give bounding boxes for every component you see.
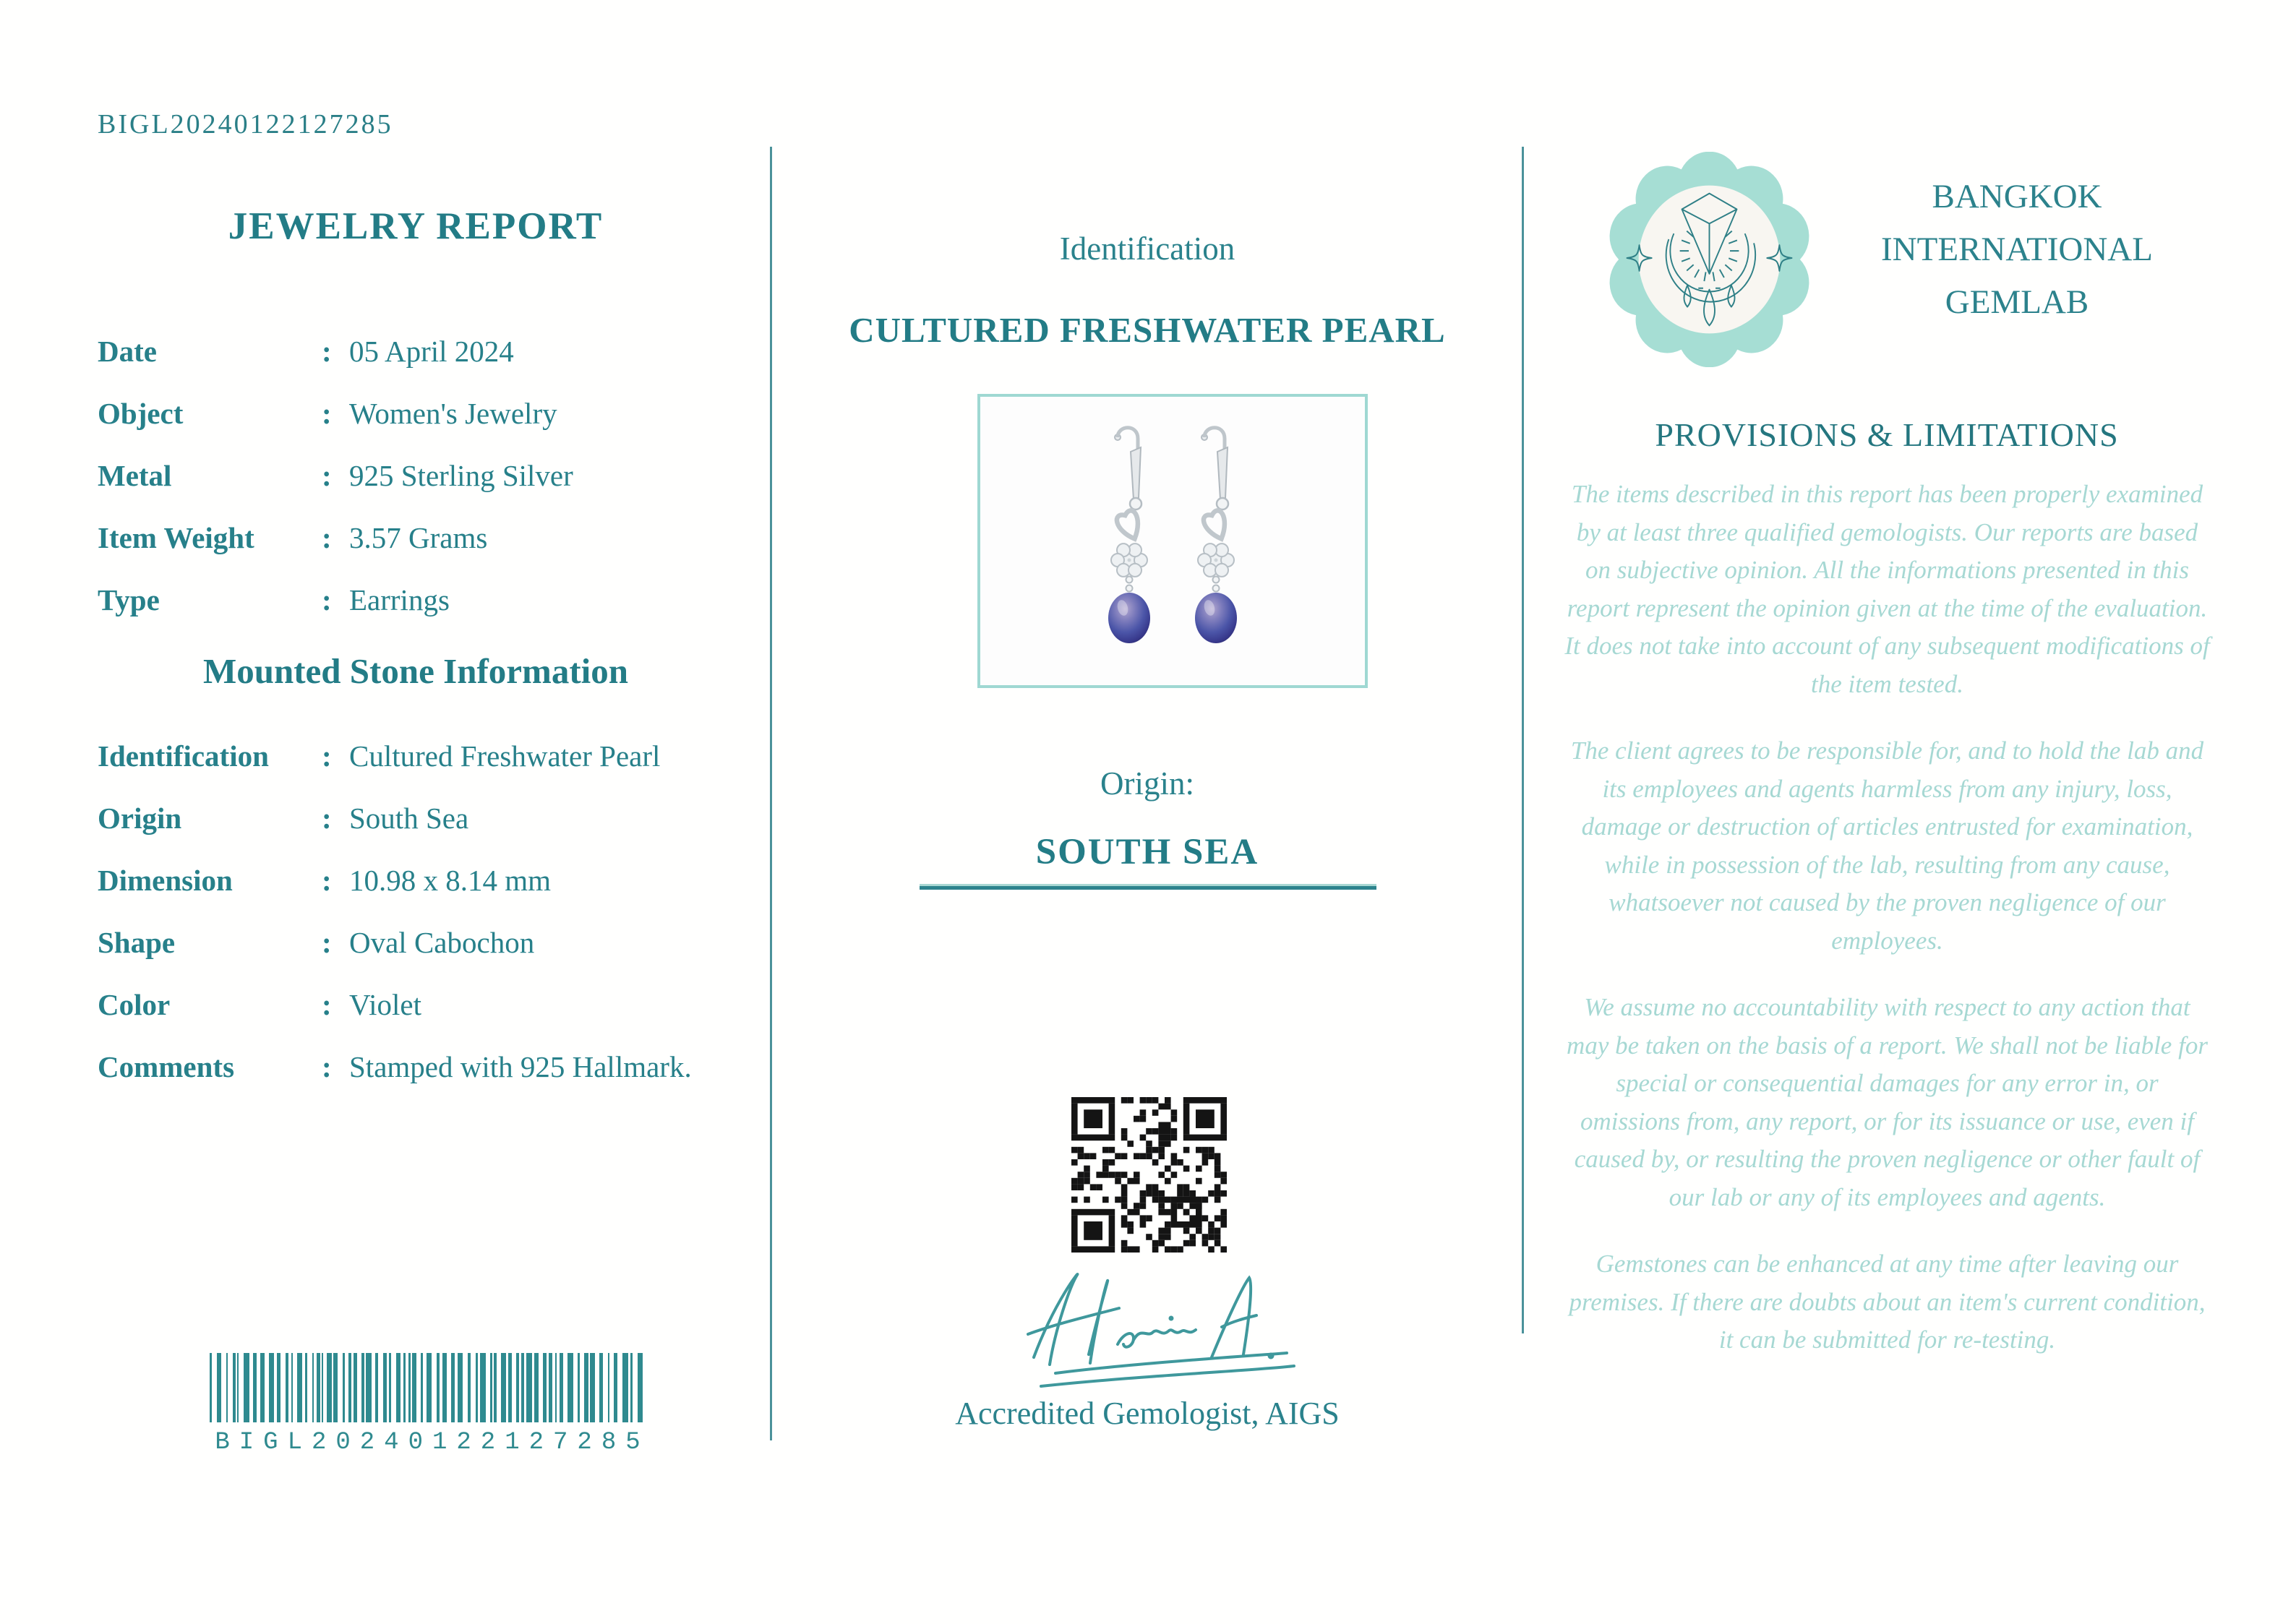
field-label: Type xyxy=(98,583,160,616)
field-label: Color xyxy=(98,988,171,1021)
field-label: Dimension xyxy=(98,864,233,897)
field-value: 3.57 Grams xyxy=(349,521,488,554)
field-label: Date xyxy=(98,335,157,368)
field-value: Women's Jewelry xyxy=(349,397,557,430)
provisions-paragraph: We assume no accountability with respect to any action that may be taken on the basis of a report. We shall not be liable for special or consequential damages for any error in, or omissions from, any report, or for its issuance or use, even if caused by, or resulting the proven negligence or other fault of our lab or any of its employees and agents. xyxy=(1567,993,2208,1211)
field-colon: : xyxy=(322,459,332,492)
field-colon: : xyxy=(322,926,332,959)
identification-heading: Identification xyxy=(1059,231,1235,267)
field-value: Violet xyxy=(349,988,422,1021)
field-row-shape xyxy=(98,925,770,987)
lab-name-line: GEMLAB xyxy=(1945,283,2089,321)
field-colon: : xyxy=(322,583,332,616)
field-value: 05 April 2024 xyxy=(349,335,514,368)
field-row-metal xyxy=(98,458,770,520)
field-row-item-weight xyxy=(98,520,770,583)
field-row-origin xyxy=(98,801,770,863)
field-label: Object xyxy=(98,397,184,430)
field-colon: : xyxy=(322,864,332,897)
field-label: Shape xyxy=(98,926,176,959)
field-value: Oval Cabochon xyxy=(349,926,535,959)
field-label: Comments xyxy=(98,1050,235,1083)
lab-badge-icon xyxy=(1606,152,1812,367)
provisions-paragraph: Gemstones can be enhanced at any time after leaving our premises. If there are doubts about an item's current condition, it can be submitted for re-testing. xyxy=(1569,1250,2206,1354)
field-value: Earrings xyxy=(349,583,450,616)
field-colon: : xyxy=(322,521,332,554)
origin-heading: Origin: xyxy=(1100,765,1194,802)
field-label: Identification xyxy=(98,739,269,773)
field-row-type xyxy=(98,583,770,645)
field-label: Item Weight xyxy=(98,521,254,554)
lab-name-line: BANGKOK xyxy=(1932,178,2102,215)
field-colon: : xyxy=(322,335,332,368)
origin-result: SOUTH SEA xyxy=(1035,832,1259,872)
report-number: BIGL20240122127285 xyxy=(98,109,393,139)
field-row-comments xyxy=(98,1049,770,1112)
field-colon: : xyxy=(322,397,332,430)
field-row-color xyxy=(98,987,770,1049)
field-colon: : xyxy=(322,988,332,1021)
barcode-text: BIGL20240122127285 xyxy=(215,1429,650,1456)
mounted-stone-section-title: Mounted Stone Information xyxy=(202,651,629,691)
field-row-date xyxy=(98,334,770,396)
barcode xyxy=(208,1353,656,1456)
identification-result: CULTURED FRESHWATER PEARL xyxy=(849,310,1446,350)
field-row-dimension xyxy=(98,863,770,925)
signature-icon xyxy=(947,1249,1352,1397)
field-value: 10.98 x 8.14 mm xyxy=(349,864,552,897)
field-colon: : xyxy=(322,739,332,773)
lab-name-line: INTERNATIONAL xyxy=(1881,230,2153,268)
field-value: Cultured Freshwater Pearl xyxy=(349,739,661,773)
qr-code xyxy=(1071,1097,1227,1253)
field-colon: : xyxy=(322,1050,332,1083)
field-label: Origin xyxy=(98,802,182,835)
gemlab-seal-icon xyxy=(1606,152,1812,367)
item-fields xyxy=(98,334,770,645)
lab-name xyxy=(1811,171,2223,329)
field-row-identification xyxy=(98,739,770,801)
qr-code-icon xyxy=(1071,1097,1227,1253)
field-colon: : xyxy=(322,802,332,835)
origin-underline xyxy=(920,886,1376,890)
field-label: Metal xyxy=(98,459,172,492)
barcode-bars-icon xyxy=(208,1353,656,1422)
jewelry-photo-frame xyxy=(977,394,1368,688)
provisions-title: PROVISIONS & LIMITATIONS xyxy=(1655,416,2119,453)
provisions-paragraphs xyxy=(1564,476,2211,1388)
field-row-object xyxy=(98,396,770,458)
field-value: South Sea xyxy=(349,802,469,835)
field-value: 925 Sterling Silver xyxy=(349,459,573,492)
provisions-paragraph: The items described in this report has been properly examined by at least three qualified gemologists. Our reports are based on subjective opinion. All the informations presented in this report represent the opinion given at the time of the evaluation. It does not take into account of any subsequent modifications of the item tested. xyxy=(1564,480,2210,698)
field-value: Stamped with 925 Hallmark. xyxy=(349,1050,692,1083)
provisions-paragraph: The client agrees to be responsible for, and to hold the lab and its employees and agents harmless from any injury, loss, damage or destruction of articles entrusted for examination, while in possession of the lab, resulting from any cause, whatsoever not caused by the proven negligence of our employees. xyxy=(1570,736,2204,955)
stone-fields xyxy=(98,739,770,1112)
gemologist-signature xyxy=(947,1249,1352,1397)
earrings-photo xyxy=(980,397,1365,685)
signer-title: Accredited Gemologist, AIGS xyxy=(955,1396,1340,1431)
report-title: JEWELRY REPORT xyxy=(228,205,604,247)
